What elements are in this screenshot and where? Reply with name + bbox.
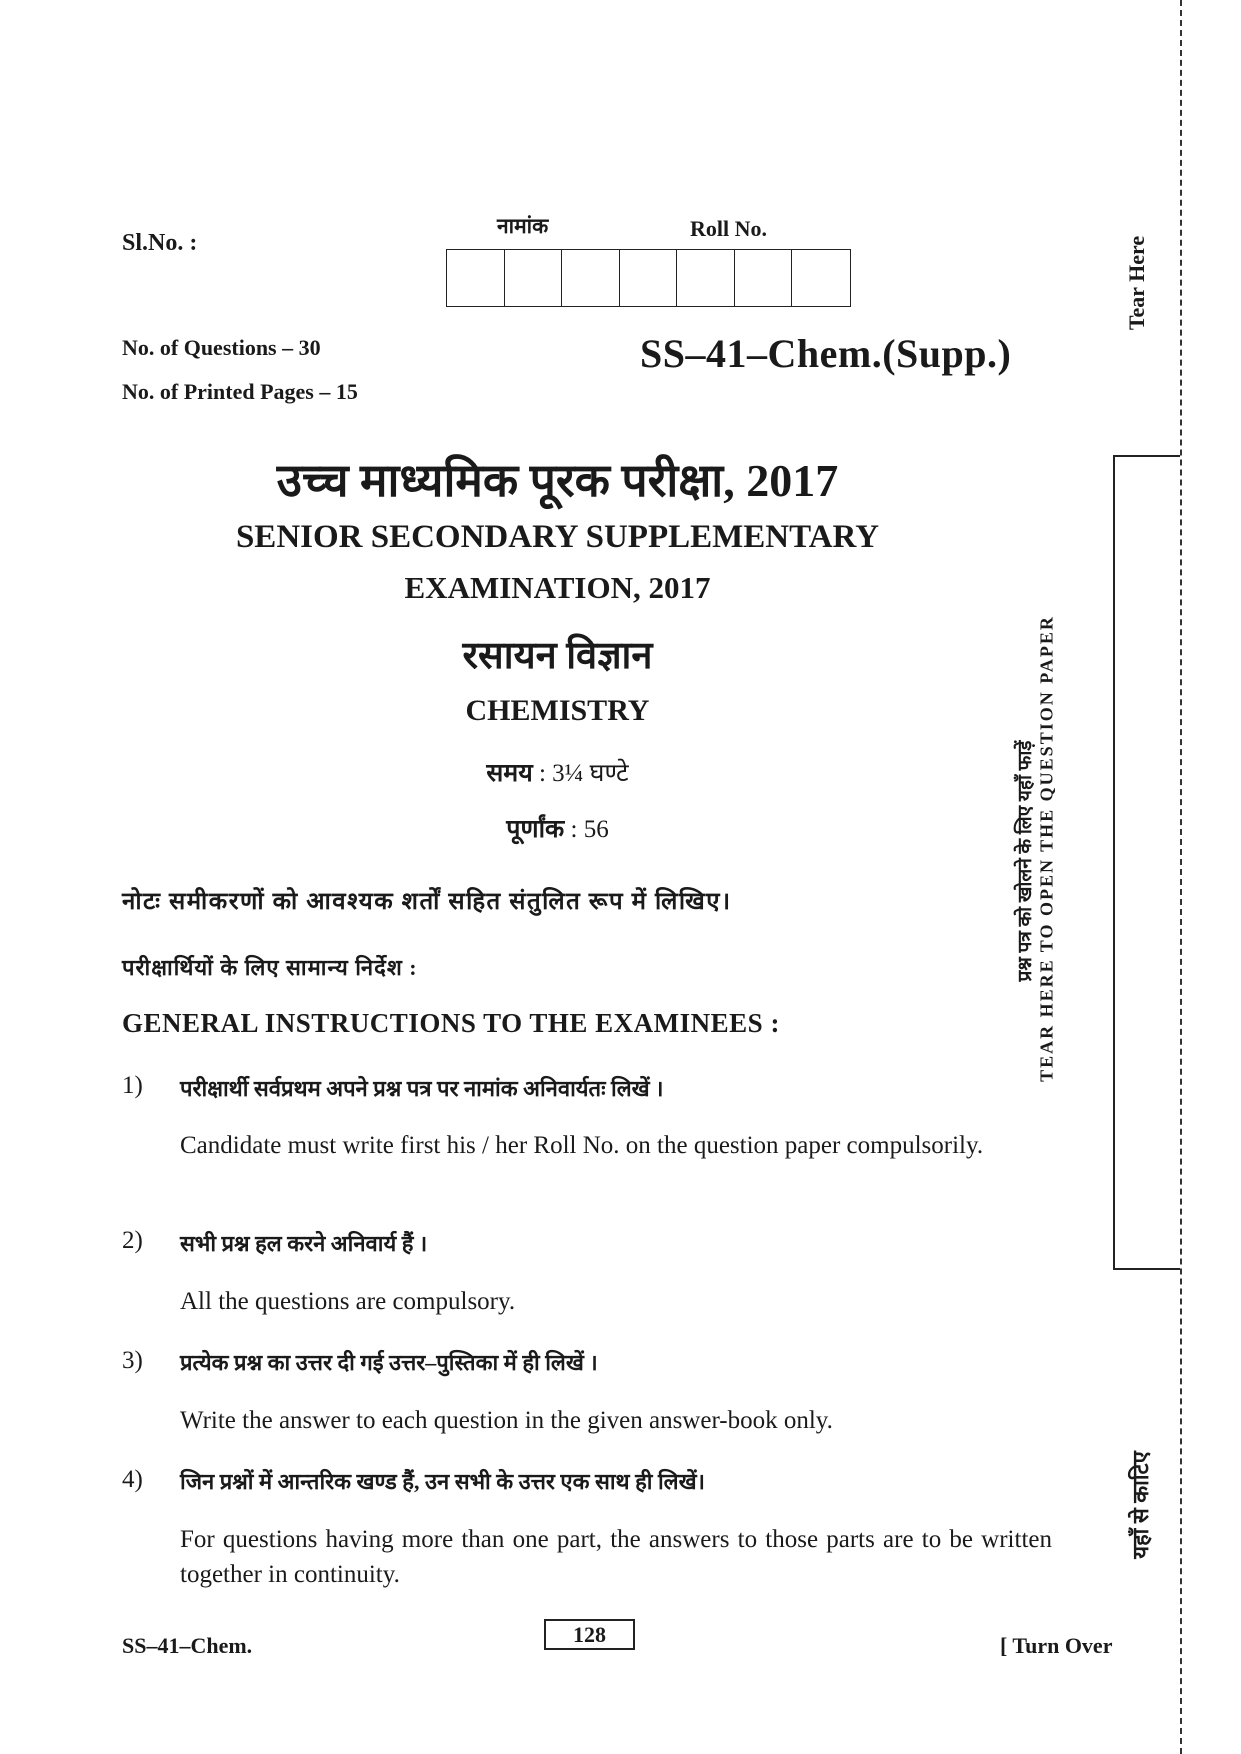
roll-digit-box[interactable]	[505, 250, 563, 306]
equation-note: नोटः समीकरणों को आवश्यक शर्तों सहित संतुलित रूप में लिखिए।	[122, 889, 732, 915]
exam-title-hindi: उच्च माध्यमिक पूरक परीक्षा, 2017	[276, 455, 839, 506]
roll-digit-box[interactable]	[562, 250, 620, 306]
instruction-hindi: प्रत्येक प्रश्न का उत्तर दी गई उत्तर–पुस्तिका में ही लिखें ।	[180, 1350, 598, 1375]
roll-label-hindi: नामांक	[497, 214, 549, 238]
marks-value: : 56	[570, 816, 609, 843]
general-instructions-heading-hindi: परीक्षार्थियों के लिए सामान्य निर्देश :	[122, 955, 418, 980]
exam-title-english-line2: EXAMINATION, 2017	[404, 570, 711, 605]
footer-paper-code: SS–41–Chem.	[122, 1633, 253, 1658]
paper-code: SS–41–Chem.(Supp.)	[640, 331, 1012, 376]
tear-here-label: Tear Here	[1124, 235, 1149, 331]
instruction-number: 3)	[122, 1347, 143, 1374]
exam-duration	[0, 755, 1115, 789]
general-instructions-heading-english: GENERAL INSTRUCTIONS TO THE EXAMINEES :	[122, 1008, 780, 1038]
tear-instruction-english: TEAR HERE TO OPEN THE QUESTION PAPER	[1036, 615, 1057, 1082]
exam-title-english-line1: SENIOR SECONDARY SUPPLEMENTARY	[235, 519, 880, 555]
page-number: 128	[544, 1619, 635, 1650]
instruction-hindi: जिन प्रश्नों में आन्तरिक खण्ड हैं, उन सभी के उत्तर एक साथ ही लिखें।	[180, 1469, 705, 1494]
roll-number-boxes[interactable]	[446, 249, 851, 307]
tear-instruction-box	[1113, 455, 1180, 1270]
instruction-hindi: सभी प्रश्न हल करने अनिवार्य हैं ।	[180, 1231, 428, 1256]
instruction-english: For questions having more than one part, the answers to those parts are to be written together in continuity.	[180, 1526, 1052, 1588]
roll-digit-box[interactable]	[735, 250, 793, 306]
number-of-pages: No. of Printed Pages – 15	[122, 379, 358, 404]
instruction-hindi: परीक्षार्थी सर्वप्रथम अपने प्रश्न पत्र पर नामांक अनिवार्यतः लिखें ।	[180, 1076, 664, 1101]
total-marks	[0, 811, 1115, 845]
tear-dashed-line	[1180, 0, 1182, 1754]
instruction-english: Write the answer to each question in the given answer-book only.	[180, 1407, 833, 1434]
roll-label-english: Roll No.	[690, 216, 767, 241]
marks-label: पूर्णांक	[506, 816, 565, 843]
roll-digit-box[interactable]	[677, 250, 735, 306]
tear-instruction-hindi: प्रश्न पत्र को खोलने के लिए यहाँ फाड़ें	[1015, 740, 1036, 982]
turn-over-label: [ Turn Over	[1000, 1633, 1113, 1658]
subject-hindi: रसायन विज्ञान	[462, 635, 653, 677]
cut-here-hindi: यहाँ से काटिए	[1128, 1451, 1153, 1559]
instruction-english: All the questions are compulsory.	[180, 1288, 516, 1315]
roll-digit-box[interactable]	[792, 250, 850, 306]
roll-digit-box[interactable]	[620, 250, 678, 306]
time-value: : 3¼ घण्टे	[538, 760, 629, 787]
instruction-number: 1)	[122, 1072, 143, 1099]
number-of-questions: No. of Questions – 30	[122, 335, 321, 360]
roll-digit-box[interactable]	[447, 250, 505, 306]
subject-english: CHEMISTRY	[465, 694, 650, 727]
instruction-english: Candidate must write first his / her Roll No. on the question paper compulsorily.	[180, 1132, 984, 1159]
instruction-number: 2)	[122, 1227, 143, 1254]
instruction-number: 4)	[122, 1466, 143, 1493]
serial-number-label: Sl.No. :	[122, 230, 198, 256]
time-label: समय	[486, 760, 533, 787]
